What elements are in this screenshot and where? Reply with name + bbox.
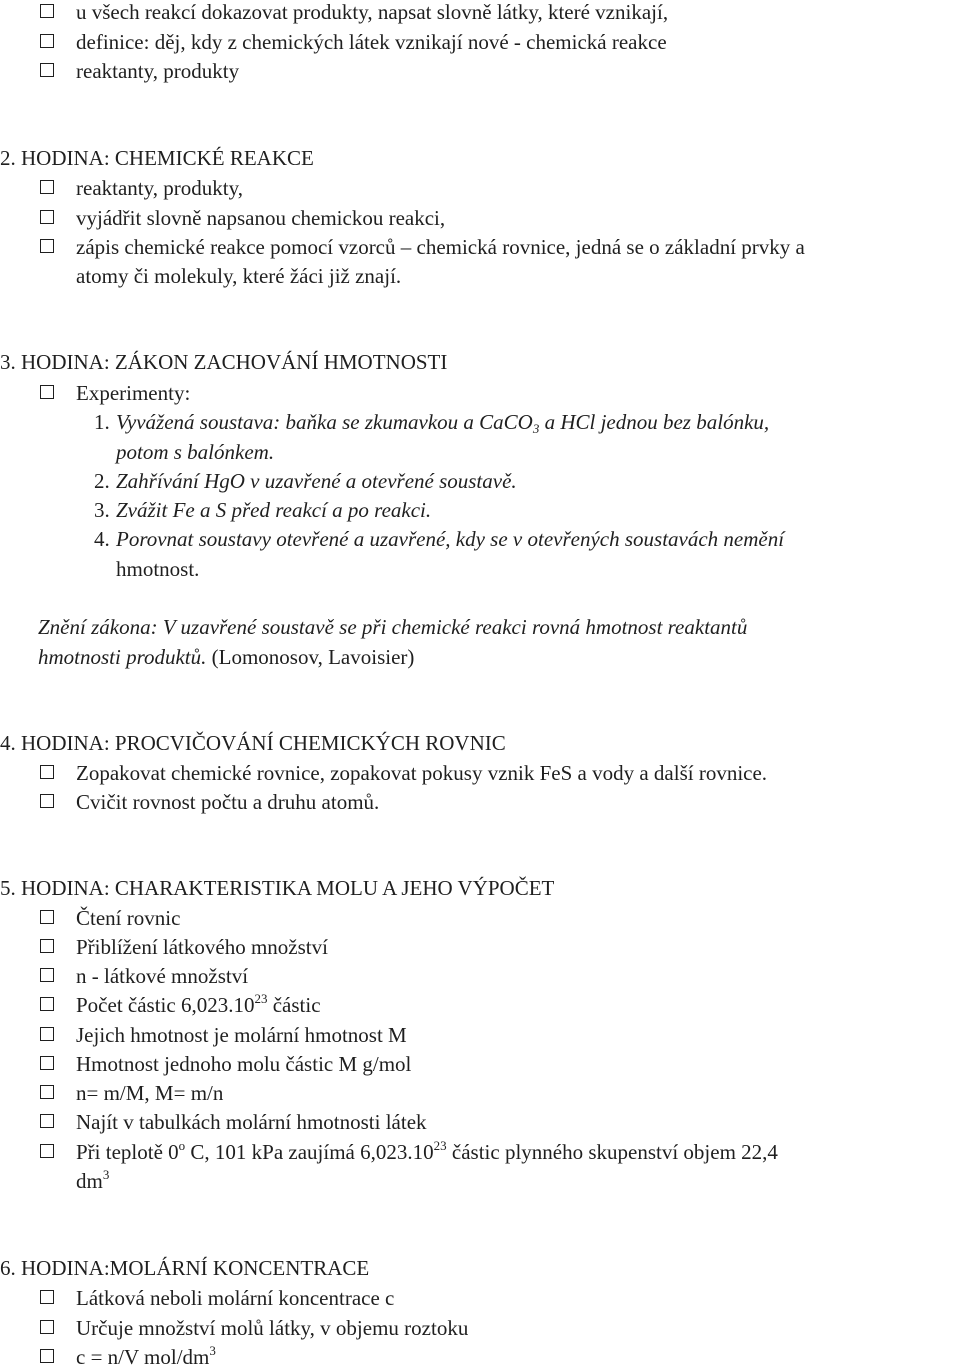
list-item: vyjádřit slovně napsanou chemickou reakci, — [76, 206, 446, 230]
checkbox-icon — [40, 910, 54, 924]
checkbox-icon — [40, 1290, 54, 1304]
exponent: 3 — [209, 1343, 216, 1358]
list-item: Látková neboli molární koncentrace c — [76, 1286, 395, 1310]
law-authors: (Lomonosov, Lavoisier) — [206, 645, 415, 669]
checkbox-icon — [40, 1085, 54, 1099]
list-item: Cvičit rovnost počtu a druhu atomů. — [76, 790, 380, 814]
list-item: Jejich hmotnost je molární hmotnost M — [76, 1023, 407, 1047]
list-item: Hmotnost jednoho molu částic M g/mol — [76, 1052, 412, 1076]
checkbox-icon — [40, 385, 54, 399]
experiment-item: Porovnat soustavy otevřené a uzavřené, kdy se v otevřených soustavách nemění — [116, 527, 785, 551]
checkbox-icon — [40, 939, 54, 953]
experiment-number: 2. — [94, 469, 110, 493]
checkbox-icon — [40, 63, 54, 77]
list-item: Při teplotě 0$^o$ C, 101 kPa zaujímá 6,023.10$^{23}$ částic plynného skupenství objem 22,4 — [76, 1138, 778, 1164]
section-heading: 5. HODINA: CHARAKTERISTIKA MOLU A JEHO VÝPOČET — [0, 876, 555, 900]
experiment-number: 1. — [94, 410, 110, 434]
list-item: definice: děj, kdy z chemických látek vznikají nové - chemická reakce — [76, 30, 667, 54]
law-statement-continuation: hmotnosti produktů. (Lomonosov, Lavoisier) — [38, 645, 415, 669]
list-item-continuation: atomy či molekuly, které žáci již znají. — [76, 264, 402, 288]
list-item: zápis chemické reakce pomocí vzorců – chemická rovnice, jedná se o základní prvky a — [76, 235, 805, 259]
list-item: c = n/V mol/$dm^3$ — [76, 1343, 216, 1369]
experiment-item-continuation: hmotnost. — [116, 557, 200, 581]
list-item-continuation: $dm^3$ — [76, 1167, 110, 1193]
experiment-item-continuation: potom s balónkem. — [116, 440, 275, 464]
list-item: Počet částic 6,023.10$^{23}$ částic — [76, 991, 321, 1017]
checkbox-icon — [40, 239, 54, 253]
law-statement: Znění zákona: V uzavřené soustavě se při chemické reakci rovná hmotnost reaktantů — [38, 615, 748, 639]
checkbox-icon — [40, 210, 54, 224]
checkbox-icon — [40, 1114, 54, 1128]
checkbox-icon — [40, 1144, 54, 1158]
list-item: n - látkové množství — [76, 964, 249, 988]
checkbox-icon — [40, 968, 54, 982]
list-item: Přiblížení látkového množství — [76, 935, 328, 959]
checkbox-icon — [40, 1349, 54, 1363]
checkbox-icon — [40, 997, 54, 1011]
list-item: reaktanty, produkty — [76, 59, 240, 83]
exponent: 23 — [254, 991, 268, 1006]
list-item: Najít v tabulkách molární hmotnosti látek — [76, 1110, 427, 1134]
list-item: Určuje množství molů látky, v objemu roztoku — [76, 1316, 469, 1340]
checkbox-icon — [40, 1027, 54, 1041]
section-heading: 6. HODINA:MOLÁRNÍ KONCENTRACE — [0, 1256, 370, 1280]
list-item: Zopakovat chemické rovnice, zopakovat pokusy vznik FeS a vody a další rovnice. — [76, 761, 768, 785]
list-item: u všech reakcí dokazovat produkty, napsat slovně látky, které vznikají, — [76, 0, 669, 24]
experiment-item: Zahřívání HgO v uzavřené a otevřené soustavě. — [116, 469, 517, 493]
checkbox-icon — [40, 1056, 54, 1070]
list-item: n= m/M, M= m/n — [76, 1081, 224, 1105]
checkbox-icon — [40, 765, 54, 779]
degree-superscript: o — [178, 1138, 186, 1153]
section-heading: 3. HODINA: ZÁKON ZACHOVÁNÍ HMOTNOSTI — [0, 350, 448, 374]
experiment-number: 4. — [94, 527, 110, 551]
section-heading: 4. HODINA: PROCVIČOVÁNÍ CHEMICKÝCH ROVNIC — [0, 731, 506, 755]
experiment-item: Zvážit Fe a S před reakcí a po reakci. — [116, 498, 432, 522]
exponent: 23 — [433, 1138, 447, 1153]
exponent: 3 — [102, 1167, 110, 1182]
checkbox-icon — [40, 180, 54, 194]
section-heading: 2. HODINA: CHEMICKÉ REAKCE — [0, 146, 314, 170]
checkbox-icon — [40, 1320, 54, 1334]
list-item: Čtení rovnic — [76, 906, 181, 930]
list-item: reaktanty, produkty, — [76, 176, 243, 200]
experiment-number: 3. — [94, 498, 110, 522]
experiments-label: Experimenty: — [76, 381, 191, 405]
formula-subscript: 3 — [532, 421, 540, 436]
experiment-item: Vyvážená soustava: baňka se zkumavkou a CaCO$_3$ a HCl jednou bez balónku, — [116, 410, 770, 436]
checkbox-icon — [40, 34, 54, 48]
checkbox-icon — [40, 4, 54, 18]
checkbox-icon — [40, 794, 54, 808]
